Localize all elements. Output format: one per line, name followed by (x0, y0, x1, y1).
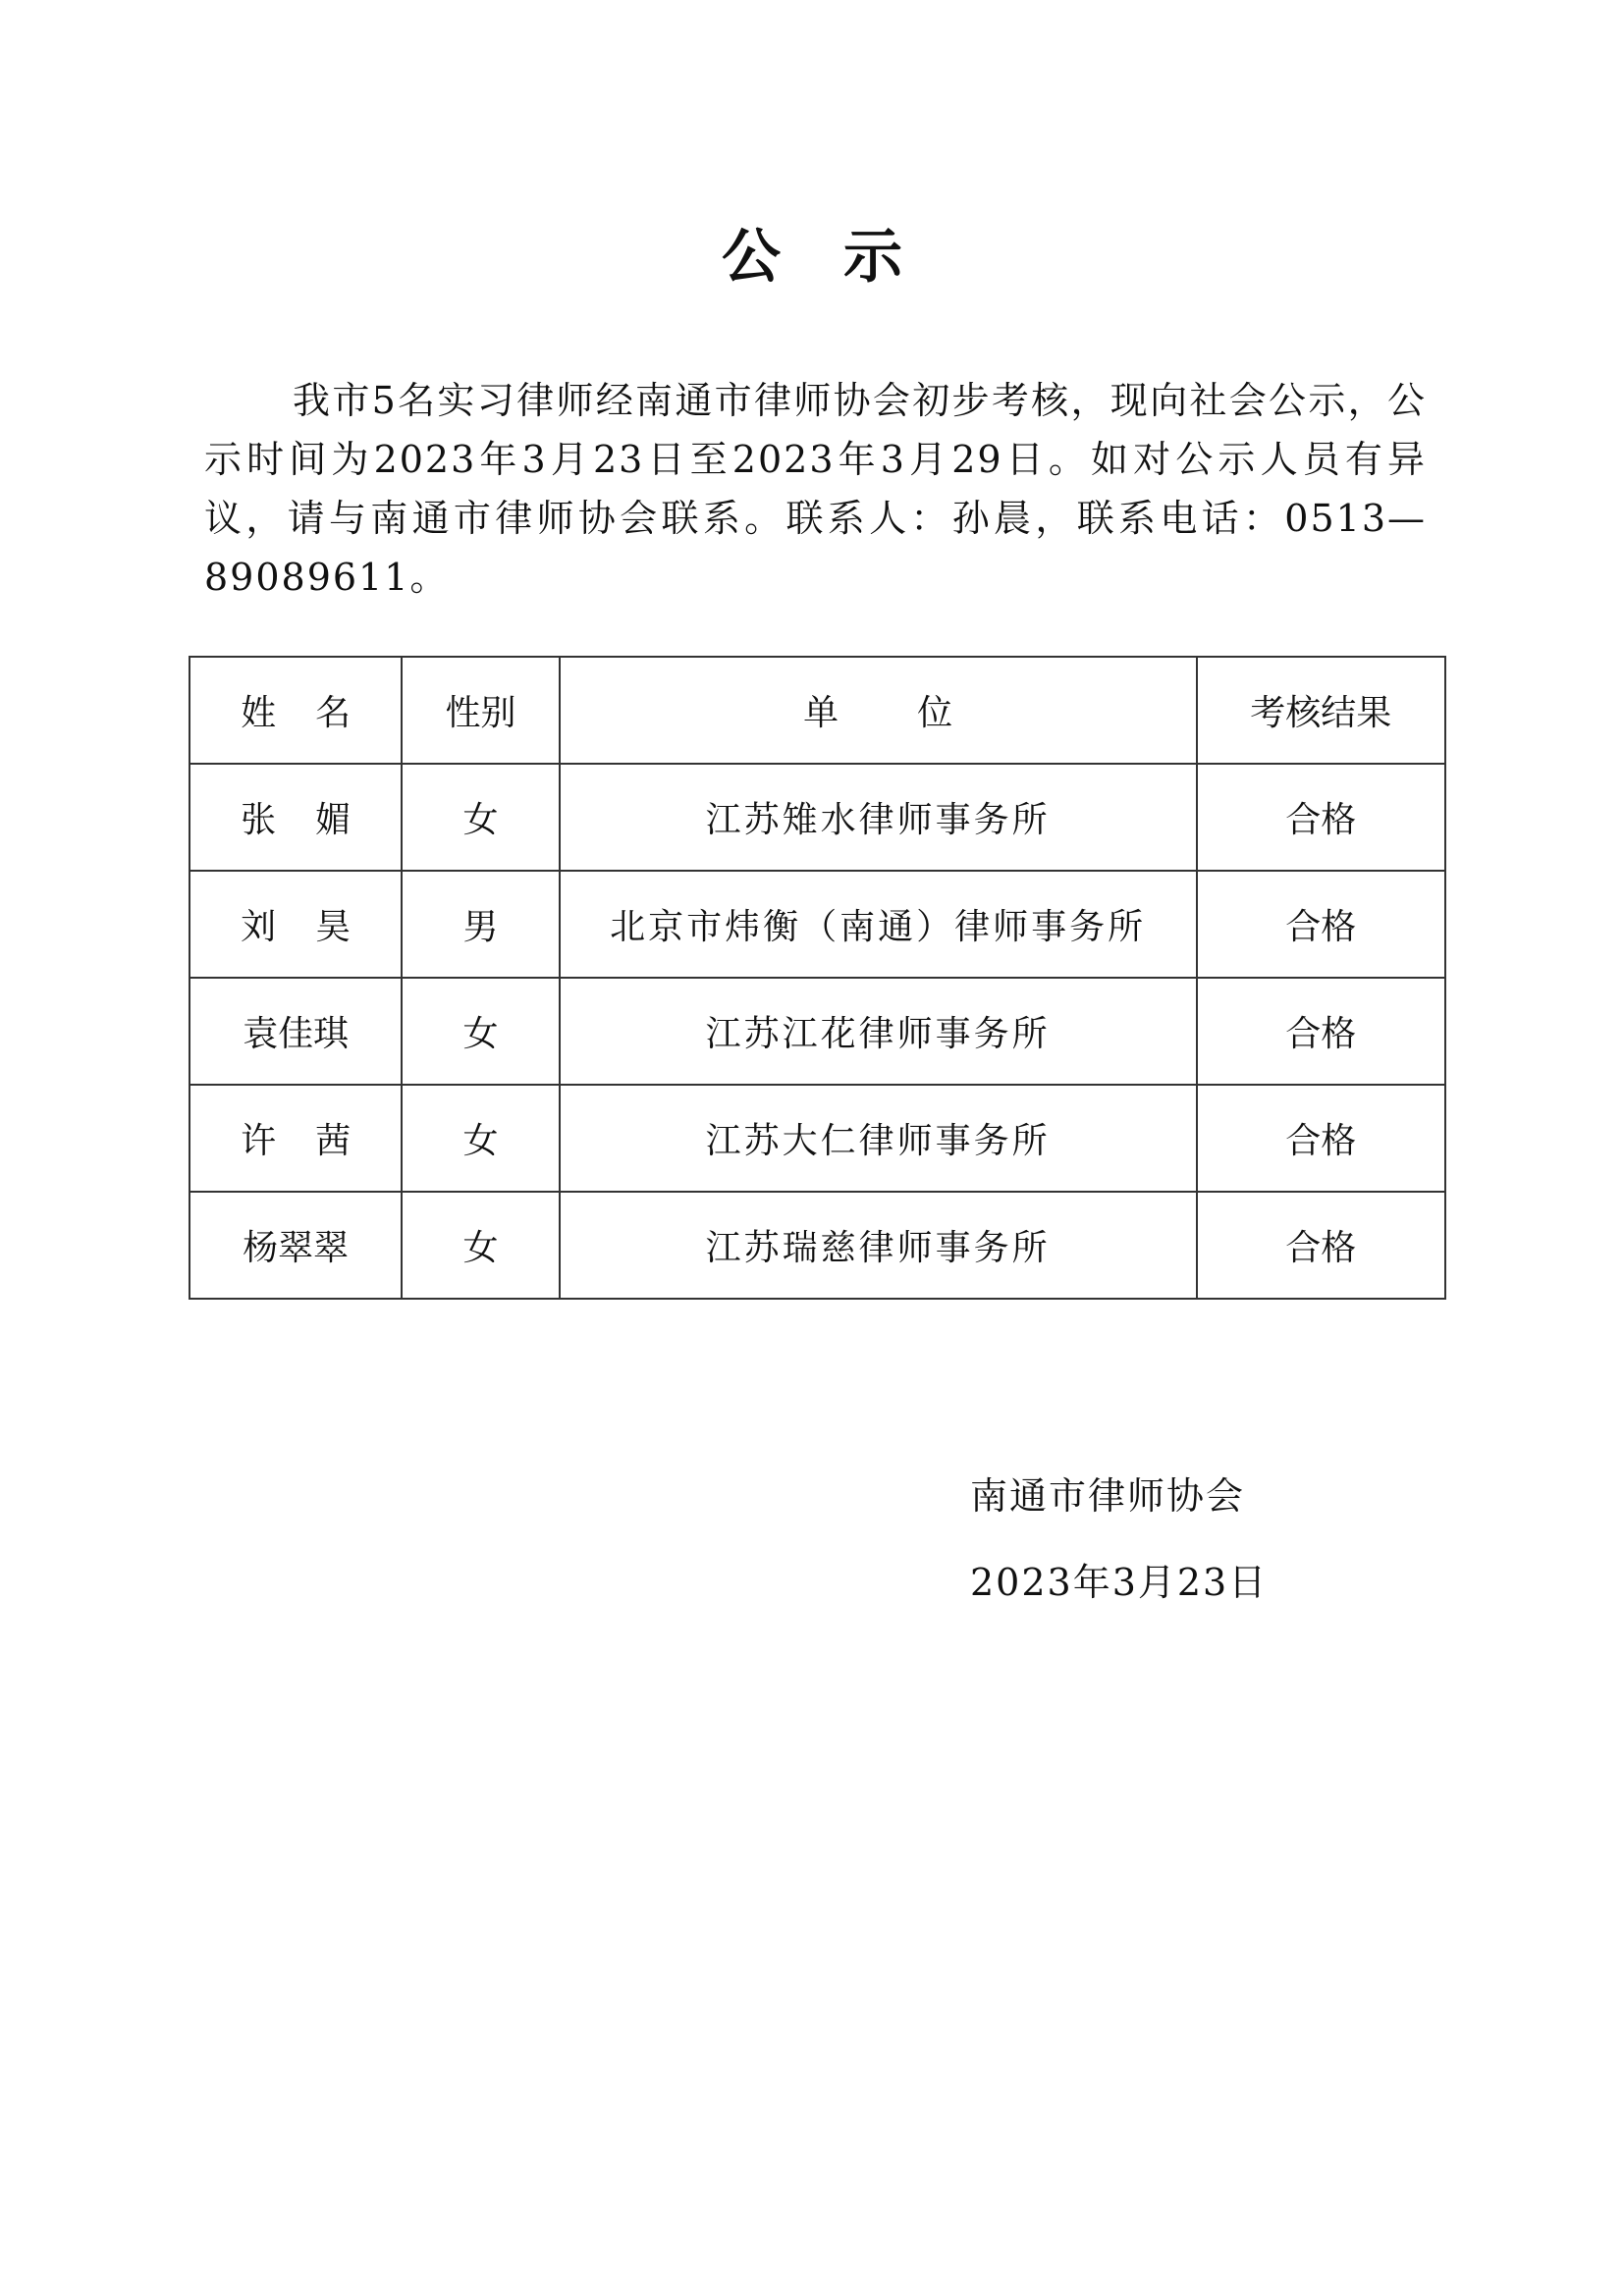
cell-unit: 江苏瑞慈律师事务所 (560, 1192, 1197, 1299)
cell-unit: 江苏大仁律师事务所 (560, 1085, 1197, 1192)
cell-result: 合格 (1197, 871, 1445, 978)
cell-gender: 女 (402, 764, 559, 871)
cell-unit: 江苏江花律师事务所 (560, 978, 1197, 1085)
table-row (189, 871, 1445, 978)
table-row (189, 764, 1445, 871)
cell-name: 刘昊 (189, 871, 402, 978)
cell-gender: 女 (402, 1192, 559, 1299)
header-result: 考核结果 (1197, 657, 1445, 764)
cell-gender: 女 (402, 978, 559, 1085)
cell-result: 合格 (1197, 1085, 1445, 1192)
notice-body: 我市5名实习律师经南通市律师协会初步考核，现向社会公示，公示时间为2023年3月23日至2023年3月29日。如对公示人员有异议，请与南通市律师协会联系。联系人：孙晨，联系电话：0513—89089611。 (204, 379, 1427, 599)
cell-name: 杨翠翠 (189, 1192, 402, 1299)
cell-result: 合格 (1197, 1192, 1445, 1299)
header-gender: 性别 (402, 657, 559, 764)
table-row (189, 1085, 1445, 1192)
cell-name: 许茜 (189, 1085, 402, 1192)
cell-gender: 男 (402, 871, 559, 978)
cell-unit: 江苏雉水律师事务所 (560, 764, 1197, 871)
table-row (189, 1192, 1445, 1299)
header-name: 姓名 (189, 657, 402, 764)
signature-block (970, 1453, 1268, 1626)
cell-unit: 北京市炜衡（南通）律师事务所 (560, 871, 1197, 978)
signature-date: 2023年3月23日 (970, 1561, 1269, 1604)
cell-gender: 女 (402, 1085, 559, 1192)
roster-table (189, 656, 1446, 1300)
header-unit: 单位 (560, 657, 1197, 764)
cell-name: 袁佳琪 (189, 978, 402, 1085)
table-row (189, 978, 1445, 1085)
signature-organization: 南通市律师协会 (970, 1474, 1246, 1518)
table-header-row (189, 657, 1445, 764)
page-title: 公示 (722, 223, 965, 292)
cell-result: 合格 (1197, 764, 1445, 871)
cell-result: 合格 (1197, 978, 1445, 1085)
cell-name: 张媚 (189, 764, 402, 871)
